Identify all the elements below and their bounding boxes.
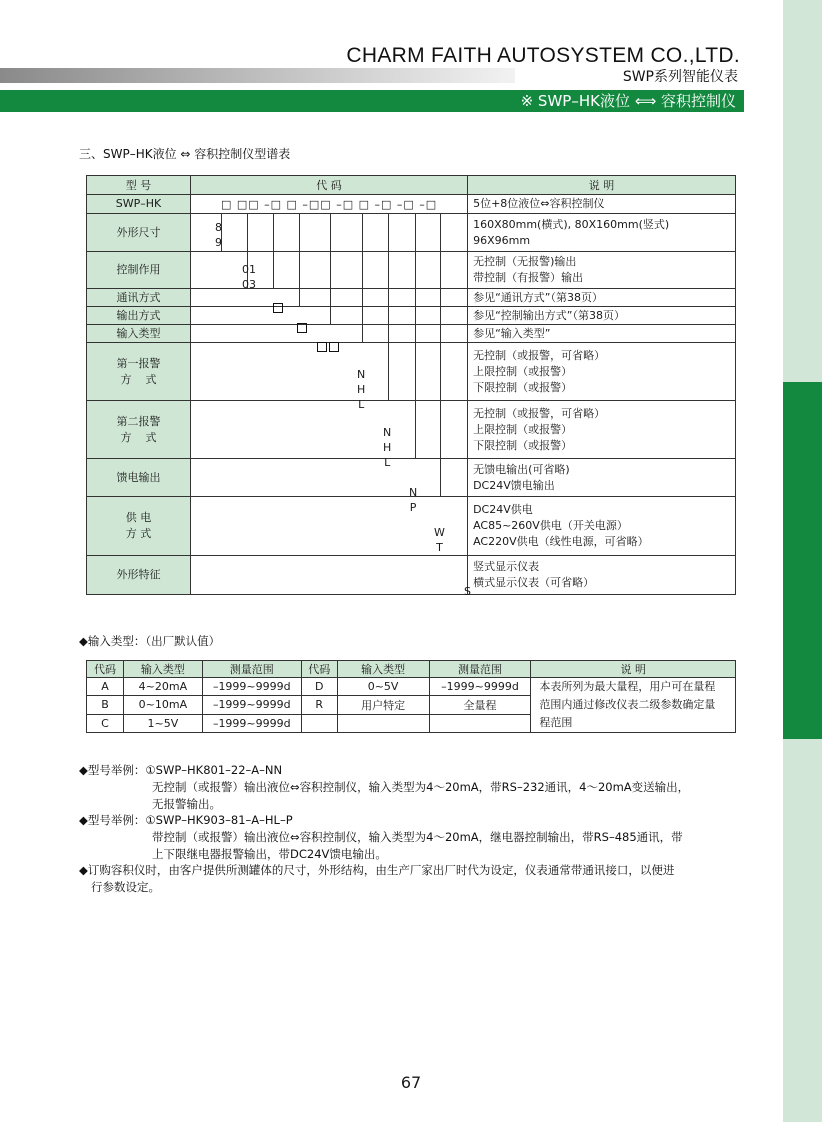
it-header-type2: 输入类型: [337, 661, 429, 678]
example-1-line1: 无控制（或报警）输出液位⇔容积控制仪，输入类型为4～20mA，带RS–232通讯，4～20mA变送输出，: [152, 780, 690, 794]
header-model: 型 号: [87, 176, 191, 195]
row-desc-output: 参见“控制输出方式”（第38页）: [468, 307, 736, 325]
code-feed: N P: [409, 486, 418, 514]
code-control: 01 03: [242, 263, 256, 291]
table-row: B 0~10mA –1999~9999d R 用户特定 全量程: [87, 696, 736, 714]
table-row: A 4~20mA –1999~9999d D 0~5V –1999~9999d 本表所列为最大量程，用户可在量程 范围内通过修改仪表二级参数确定量 程范围: [87, 678, 736, 696]
example-2-line1: 带控制（或报警）输出液位⇔容积控制仪，输入类型为4～20mA，继电器控制输出，带RS–485通讯，带: [152, 830, 683, 844]
order-note-line1: ◆订购容积仪时，由客户提供所测罐体的尺寸，外形结构，由生产厂家出厂时代为设定，仪表通常带通讯接口，以便进: [79, 863, 675, 877]
header-code: 代 码: [191, 176, 468, 195]
row-label-alarm1: 第一报警 方 式: [87, 343, 191, 401]
input-type-table: [86, 660, 736, 733]
row-desc-power: DC24V供电 AC85~260V供电（开关电源） AC220V供电（线性电源，可省略）: [468, 497, 736, 556]
section-title: 三、SWP–HK液位 ⇔ 容积控制仪型谱表: [79, 147, 291, 161]
row-label-alarm2: 第二报警 方 式: [87, 401, 191, 459]
code-alarm2: N H L: [383, 426, 392, 469]
model-label: SWP–HK: [87, 195, 191, 214]
code-comm: [273, 302, 283, 317]
row-label-control: 控制作用: [87, 252, 191, 289]
row-desc-alarm2: 无控制（或报警，可省略） 上限控制（或报警） 下限控制（或报警）: [468, 401, 736, 459]
row-label-power: 供 电 方 式: [87, 497, 191, 556]
series-title: SWP系列智能仪表: [622, 69, 738, 85]
example-1-title: ◆型号举例：①SWP–HK801–22–A–NN: [79, 763, 283, 777]
it-header-code2: 代码: [301, 661, 337, 678]
it-header-note: 说 明: [531, 661, 736, 678]
row-desc-shape: 竖式显示仪表 横式显示仪表（可省略）: [468, 556, 736, 595]
row-label-output: 输出方式: [87, 307, 191, 325]
it-header-range2: 测量范围: [429, 661, 531, 678]
order-note-line2: 行参数设定。: [91, 880, 160, 894]
row-label-comm: 通讯方式: [87, 289, 191, 307]
row-desc-input: 参见“输入类型”: [468, 325, 736, 343]
code-output: [297, 322, 307, 337]
company-name: CHARM FAITH AUTOSYSTEM CO.,LTD.: [346, 44, 740, 67]
row-label-feed: 馈电输出: [87, 459, 191, 497]
it-header-type1: 输入类型: [123, 661, 202, 678]
row-desc-comm: 参见“通讯方式”（第38页）: [468, 289, 736, 307]
product-title: ※ SWP–HK液位 ⟺ 容积控制仪: [520, 92, 736, 110]
model-code-pattern: □ □□ –□ □ –□□ –□ □ –□ –□ –□: [191, 195, 468, 214]
code-size: 8 9: [215, 221, 222, 249]
row-desc-alarm1: 无控制（或报警，可省略） 上限控制（或报警） 下限控制（或报警）: [468, 343, 736, 401]
model-table: [86, 175, 736, 595]
page-number: 67: [400, 1073, 422, 1092]
code-input: [317, 341, 339, 356]
it-header-range1: 测量范围: [202, 661, 301, 678]
header-gradient-bar: [0, 68, 515, 83]
code-shape: S: [464, 585, 471, 598]
row-desc-control: 无控制（无报警)输出 带控制（有报警）输出: [468, 252, 736, 289]
input-type-title: ◆输入类型：（出厂默认值）: [79, 634, 221, 648]
row-desc-feed: 无馈电输出(可省略) DC24V馈电输出: [468, 459, 736, 497]
row-label-input: 输入类型: [87, 325, 191, 343]
code-power: W T: [434, 526, 445, 554]
side-tab: [783, 382, 822, 739]
example-2-line2: 上下限继电器报警输出，带DC24V馈电输出。: [152, 847, 387, 861]
row-label-size: 外形尺寸: [87, 214, 191, 252]
example-1-line2: 无报警输出。: [152, 797, 221, 811]
row-desc-size: 160X80mm(横式), 80X160mm(竖式) 96X96mm: [468, 214, 736, 252]
example-2-title: ◆型号举例：①SWP–HK903–81–A–HL–P: [79, 813, 293, 827]
it-note: 本表所列为最大量程，用户可在量程 范围内通过修改仪表二级参数确定量 程范围: [531, 678, 736, 733]
row-label-shape: 外形特征: [87, 556, 191, 595]
header-desc: 说 明: [468, 176, 736, 195]
code-alarm1: N H L: [357, 368, 366, 411]
model-desc: 5位+8位液位⇔容积控制仪: [468, 195, 736, 214]
it-header-code1: 代码: [87, 661, 124, 678]
table-row: C 1~5V –1999~9999d: [87, 714, 736, 732]
